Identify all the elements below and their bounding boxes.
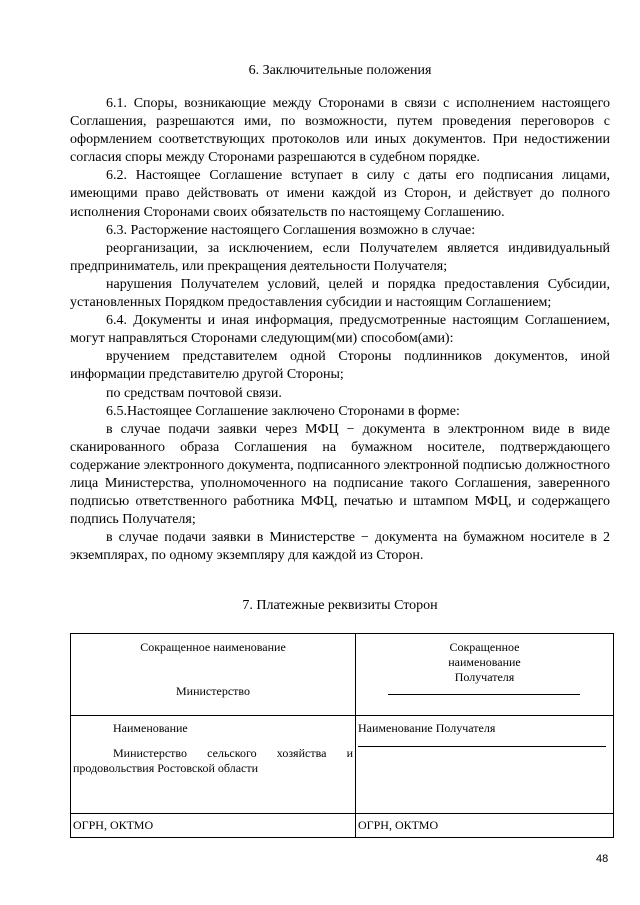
paragraph-delivery: вручением представителем одной Стороны подлинников документов, иной информации представителю другой Стороны; <box>70 349 610 383</box>
table-row <box>71 716 614 814</box>
paragraph-reorganization: реорганизации, за исключением, если Получателем является индивидуальный предприниматель, или прекращения деятельности Получателя; <box>70 240 610 274</box>
payment-details-table <box>70 633 614 838</box>
left-name-label: Наименование <box>113 721 188 735</box>
right-short-name-line <box>388 694 580 695</box>
table-row <box>71 634 614 716</box>
left-short-name-value: Министерство <box>176 684 250 698</box>
paragraph-6-1: 6.1. Споры, возникающие между Сторонами в связи с исполнением настоящего Соглашения, разрешаются ими, по возможности, путем проведения переговоров с оформлением соответствующих протоколов или иных документов. При недостижении согласия споры между Сторонами разрешаются в судебном порядке. <box>70 96 610 166</box>
right-name-label: Наименование Получателя <box>358 721 496 735</box>
paragraph-violation: нарушения Получателем условий, целей и порядка предоставления Субсидии, установленных Порядком предоставления субсидии и настоящим Соглашением; <box>70 276 610 311</box>
right-short-name-cell <box>356 634 614 716</box>
section-6-title: 6. Заключительные положения <box>248 63 432 78</box>
paragraph-6-5: 6.5.Настоящее Соглашение заключено Сторонами в форме: <box>106 403 460 419</box>
page-number: 48 <box>596 853 609 865</box>
paragraph-post: по средствам почтовой связи. <box>106 385 282 401</box>
table-row <box>71 814 614 838</box>
left-ogrn-cell: ОГРН, ОКТМО <box>71 814 356 838</box>
section-6-body <box>70 95 610 565</box>
left-name-value: Министерство сельского хозяйства и продовольствия Ростовской области <box>73 746 353 775</box>
paragraph-ministry: в случае подачи заявки в Министерстве − документа на бумажном носителе в 2 экземплярах, по одному экземпляру для каждой из Сторон. <box>70 530 610 564</box>
right-name-line <box>358 746 606 747</box>
section-7-title: 7. Платежные реквизиты Сторон <box>242 598 438 613</box>
right-ogrn-cell: ОГРН, ОКТМО <box>356 814 614 838</box>
left-name-cell <box>71 716 356 814</box>
left-short-name-cell <box>71 634 356 716</box>
right-short-name-label: Сокращенное наименование Получателя <box>448 640 521 684</box>
right-name-cell <box>356 716 614 814</box>
paragraph-6-2: 6.2. Настоящее Соглашение вступает в силу с даты его подписания лицами, имеющими право действовать от имени каждой из Сторон, и действует до полного исполнения Сторонами своих обязательств по настоящему Соглашению. <box>70 168 610 220</box>
left-short-name-label: Сокращенное наименование <box>140 640 286 654</box>
paragraph-mfc: в случае подачи заявки через МФЦ − документа в электронном виде в виде сканированного образа Соглашения на бумажном носителе, подтверждающего содержание электронного документа, подписанного электронной подписью должностного лица Министерства, уполномоченного на подписание такого Соглашения, заверенного подписью ответственного работника МФЦ, печатью и штампом МФЦ, и содержащего подпись Получателя; <box>70 421 611 528</box>
paragraph-6-4: 6.4. Документы и иная информация, предусмотренные настоящим Соглашением, могут направляться Сторонами следующим(ми) способом(ами): <box>70 313 610 347</box>
paragraph-6-3: 6.3. Расторжение настоящего Соглашения возможно в случае: <box>106 222 476 238</box>
